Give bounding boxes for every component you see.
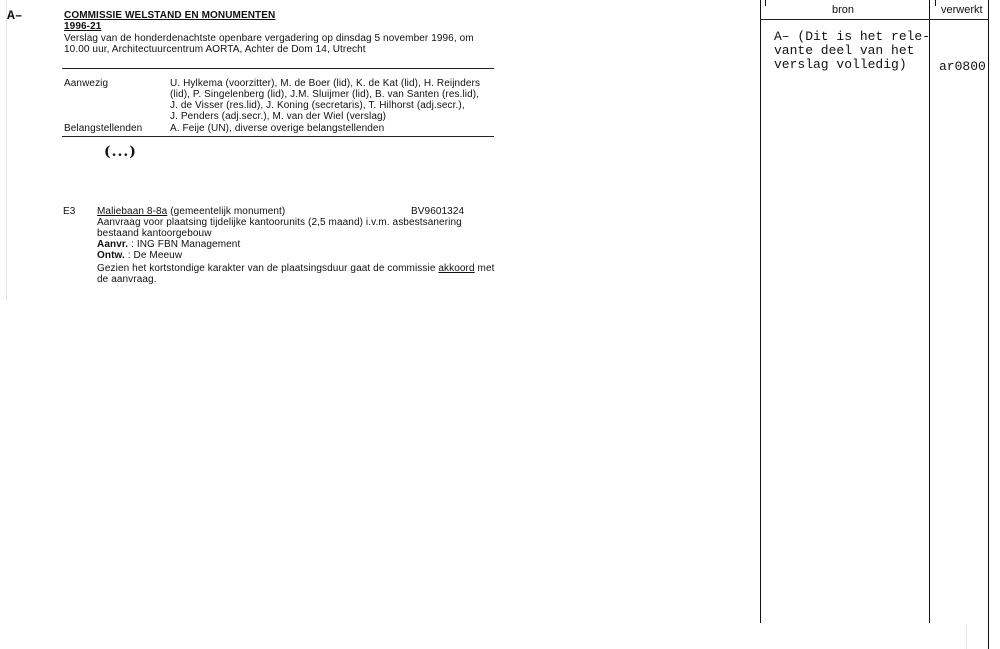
- ellipsis-mark: (...): [104, 144, 137, 160]
- stakeholders-label: Belangstellenden: [64, 123, 143, 134]
- header-line-1: Verslag van de honderdenachtste openbare vergadering op dinsdag 5 november 1996, om: [64, 33, 474, 44]
- column-rule-left: [760, 0, 761, 623]
- stakeholders-text: A. Feije (UN), diverse overige belangstellenden: [170, 123, 385, 134]
- verwerkt-code: ar0800: [939, 59, 986, 74]
- item-desc-line-2: bestaand kantoorgebouw: [97, 228, 212, 239]
- designer-label: Ontw.: [97, 250, 125, 261]
- applicant-value: : ING FBN Management: [131, 239, 241, 250]
- present-line-1: U. Hylkema (voorzitter), M. de Boer (lid), K. de Kat (lid), H. Reijnders: [170, 78, 481, 89]
- item-reference: BV9601324: [411, 206, 465, 217]
- column-rule-right: [988, 0, 989, 649]
- applicant-label: Aanvr.: [97, 239, 129, 250]
- item-heading: [97, 206, 285, 217]
- present-line-2: (lid), P. Singelenberg (lid), J.M. Sluijmer (lid), B. van Santen (res.lid),: [170, 89, 480, 100]
- tick-mark-left: [765, 0, 766, 6]
- item-designer: [97, 250, 182, 261]
- item-address: Maliebaan 8-8a: [97, 206, 168, 217]
- item-conclusion-line-1: [97, 263, 495, 274]
- report-number: 1996-21: [64, 21, 102, 32]
- item-desc-line-1: Aanvraag voor plaatsing tijdelijke kantoorunits (2,5 maand) i.v.m. asbestsanering: [97, 217, 462, 228]
- item-address-suffix: (gemeentelijk monument): [167, 206, 286, 217]
- conclusion-post: met: [474, 263, 495, 274]
- bron-note-line-1: A– (Dit is het rele-: [774, 29, 931, 44]
- tick-mark-right: [935, 0, 936, 6]
- column-header-rule: [760, 19, 988, 20]
- bron-note-line-3: verslag volledig): [774, 57, 907, 72]
- present-line-3: J. de Visser (res.lid), J. Koning (secretaris), T. Hilhorst (adj.secr.),: [170, 100, 465, 111]
- divider-bottom: [62, 136, 494, 137]
- margin-marker: A–: [7, 8, 23, 23]
- item-conclusion-line-2: de aanvraag.: [97, 274, 157, 285]
- conclusion-key: akkoord: [438, 263, 475, 274]
- conclusion-pre: Gezien het kortstondige karakter van de plaatsingsduur gaat de commissie: [97, 263, 439, 274]
- divider-top: [62, 68, 494, 69]
- column-header-verwerkt: verwerkt: [941, 4, 983, 16]
- column-rule-middle: [929, 0, 930, 623]
- scan-edge-bottom-right: [966, 625, 967, 649]
- header-line-2: 10.00 uur, Architectuurcentrum AORTA, Achter de Dom 14, Utrecht: [64, 44, 366, 55]
- item-applicant: [97, 239, 240, 250]
- page-title: COMMISSIE WELSTAND EN MONUMENTEN: [64, 10, 276, 21]
- column-header-bron: bron: [832, 4, 855, 16]
- item-code: E3: [63, 206, 76, 217]
- present-line-4: J. Penders (adj.secr.), M. van der Wiel (verslag): [170, 111, 387, 122]
- present-label: Aanwezig: [64, 78, 109, 89]
- bron-note-line-2: vante deel van het: [774, 43, 915, 58]
- designer-value: : De Meeuw: [127, 250, 183, 261]
- scan-edge-left: [6, 0, 7, 300]
